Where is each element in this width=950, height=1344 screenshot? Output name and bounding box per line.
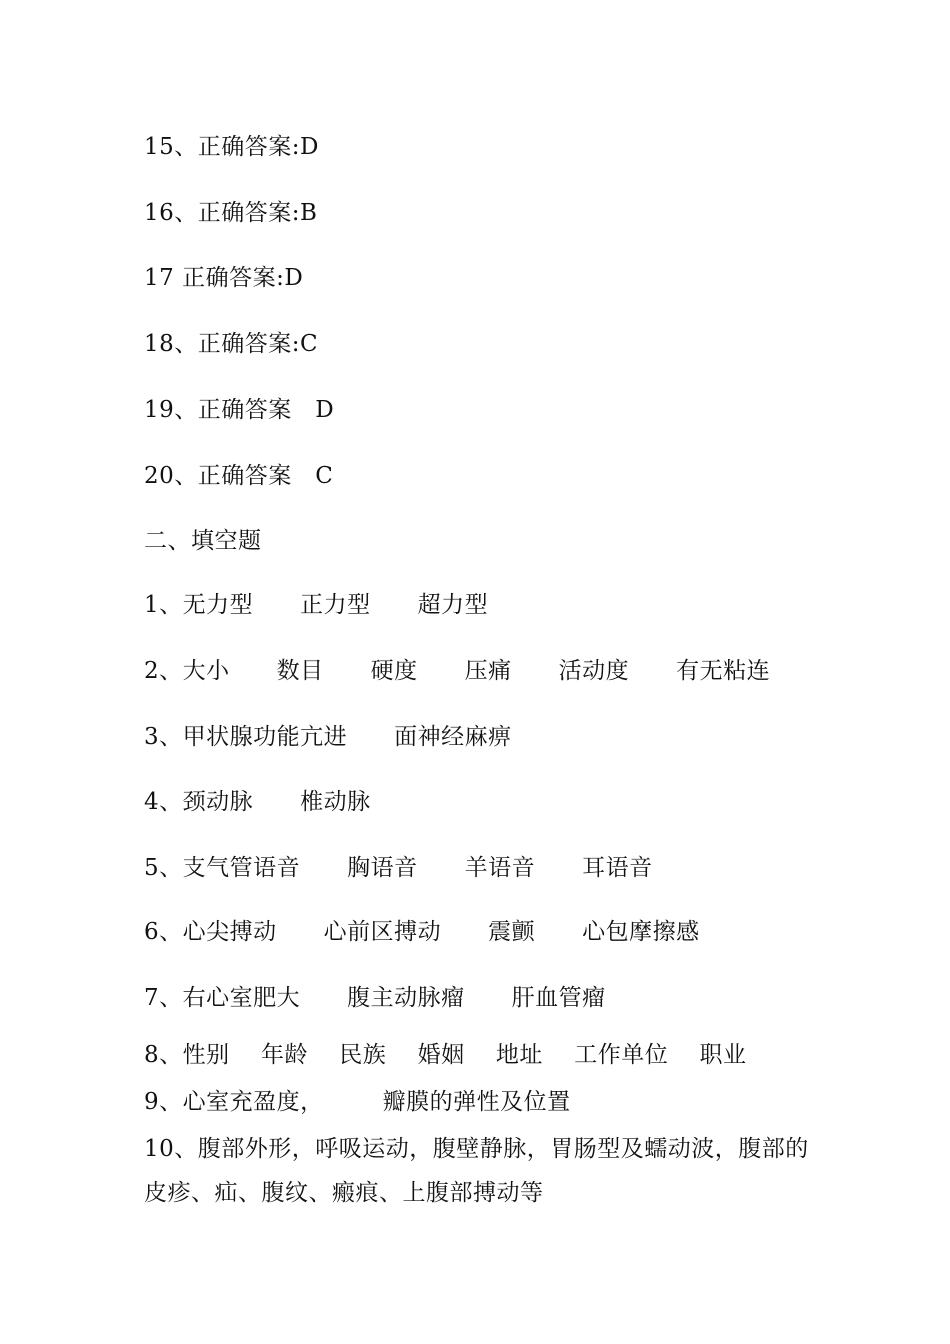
answer-16: 16、正确答案:B xyxy=(144,200,318,226)
answer-17: 17 正确答案:D xyxy=(144,265,304,291)
fill-item-7: 7、右心室肥大 腹主动脉瘤 肝血管瘤 xyxy=(144,985,606,1011)
fill-item-10: 10、腹部外形，呼吸运动，腹壁静脉，胃肠型及蠕动波，腹部的皮疹、疝、腹纹、瘢痕、上腹部搏动等 xyxy=(144,1136,809,1206)
fill-item-9: 9、心室充盈度， 瓣膜的弹性及位置 xyxy=(144,1089,571,1115)
answer-18: 18、正确答案:C xyxy=(144,331,319,357)
fill-item-5: 5、支气管语音 胸语音 羊语音 耳语音 xyxy=(144,855,653,881)
fill-item-2: 2、大小 数目 硬度 压痛 活动度 有无粘连 xyxy=(144,658,771,684)
answer-20: 20、正确答案 C xyxy=(144,463,334,489)
section-heading-fill-in: 二、填空题 xyxy=(144,528,262,554)
answer-19: 19、正确答案 D xyxy=(144,397,335,423)
fill-item-1: 1、无力型 正力型 超力型 xyxy=(144,592,489,618)
fill-item-8: 8、性别 年龄 民族 婚姻 地址 工作单位 职业 xyxy=(144,1042,747,1068)
fill-item-4: 4、颈动脉 椎动脉 xyxy=(144,789,371,815)
fill-item-3: 3、甲状腺功能亢进 面神经麻痹 xyxy=(144,724,512,750)
answer-15: 15、正确答案:D xyxy=(144,134,319,160)
fill-item-6: 6、心尖搏动 心前区搏动 震颤 心包摩擦感 xyxy=(144,919,700,945)
